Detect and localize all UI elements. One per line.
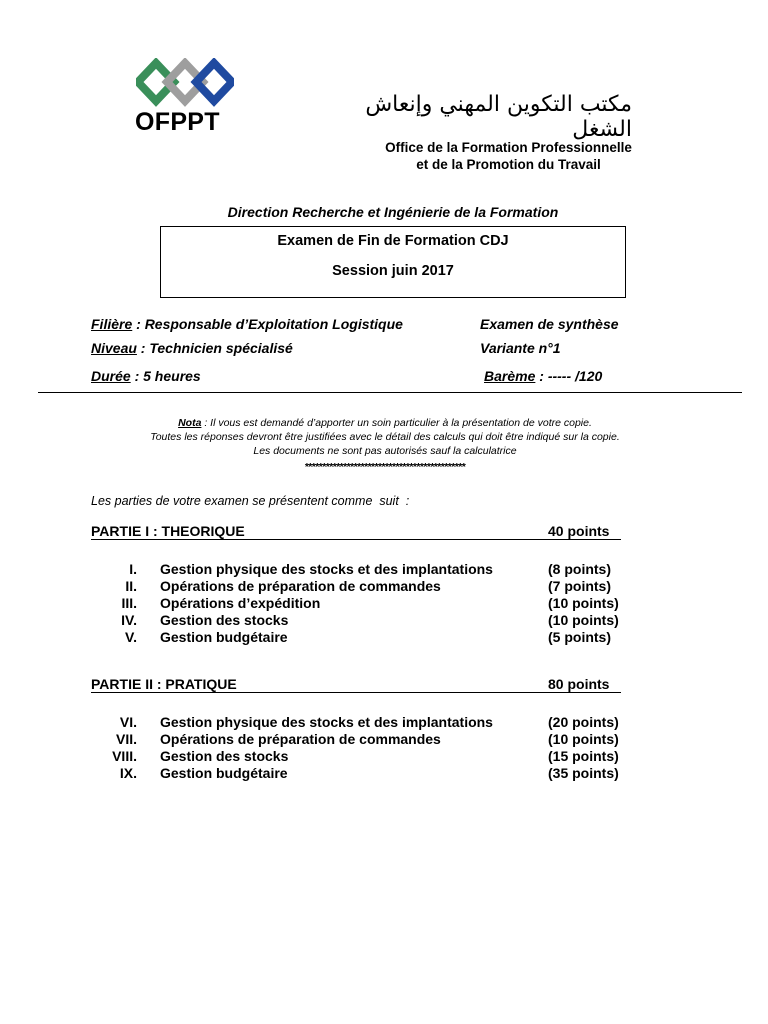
list-item: [0, 561, 768, 578]
list-item: [0, 731, 768, 748]
item-points: (10 points): [548, 612, 619, 628]
item-number: IX.: [119, 765, 137, 781]
item-number: I.: [129, 561, 137, 577]
item-points: (20 points): [548, 714, 619, 730]
variante: Variante n°1: [480, 340, 561, 356]
partie-1-header: [91, 523, 621, 540]
item-number: II.: [125, 578, 137, 594]
item-points: (10 points): [548, 731, 619, 747]
item-label: Opérations d’expédition: [160, 595, 321, 611]
nota-line-2: Toutes les réponses devront être justifiées avec le détail des calculs qui doit être indiqué sur la copie.: [150, 431, 620, 443]
partie-2-header: [91, 676, 621, 693]
niveau-label: Niveau: [91, 340, 137, 356]
item-points: (5 points): [548, 629, 611, 645]
exam-session: Session juin 2017: [332, 263, 454, 279]
item-points: (10 points): [548, 595, 619, 611]
item-number: IV.: [121, 612, 137, 628]
logo-text: OFPPT: [135, 108, 220, 136]
arabic-title: مكتب التكوين المهني وإنعاش الشغل: [365, 92, 632, 142]
item-label: Gestion budgétaire: [160, 629, 288, 645]
examen-type: Examen de synthèse: [480, 316, 619, 332]
office-name: [330, 139, 687, 173]
item-points: (8 points): [548, 561, 611, 577]
item-number: V.: [125, 629, 137, 645]
item-points: (15 points): [548, 748, 619, 764]
list-item: [0, 578, 768, 595]
list-item: [0, 629, 768, 646]
item-number: VII.: [115, 731, 137, 747]
partie-2-title: PARTIE II : PRATIQUE: [91, 676, 237, 692]
item-points: (35 points): [548, 765, 619, 781]
item-number: VIII.: [112, 748, 137, 764]
list-item: [0, 765, 768, 782]
partie-1-points: 40 points: [548, 523, 610, 539]
partie-2-points: 80 points: [548, 676, 610, 692]
item-label: Gestion physique des stocks et des implantations: [160, 714, 493, 730]
item-label: Opérations de préparation de commandes: [160, 731, 441, 747]
divider: [38, 392, 742, 393]
niveau-value: : Technicien spécialisé: [136, 340, 293, 356]
office-line-2: et de la Promotion du Travail: [416, 157, 601, 172]
list-item: [0, 748, 768, 765]
duree-value: : 5 heures: [130, 368, 201, 384]
list-item: [0, 714, 768, 731]
nota-line-3: Les documents ne sont pas autorisés sauf la calculatrice: [253, 445, 517, 457]
nota-label: Nota: [178, 417, 202, 429]
item-label: Opérations de préparation de commandes: [160, 578, 441, 594]
filiere-line: [91, 316, 403, 332]
duree-line: [91, 368, 201, 384]
duree-label: Durée: [91, 368, 131, 384]
office-line-1: Office de la Formation Professionnelle: [385, 140, 632, 155]
item-points: (7 points): [548, 578, 611, 594]
ofppt-logo-icon: [136, 58, 234, 108]
item-label: Gestion des stocks: [160, 748, 289, 764]
item-number: III.: [121, 595, 137, 611]
list-item: [0, 595, 768, 612]
item-label: Gestion budgétaire: [160, 765, 288, 781]
filiere-value: : Responsable d’Exploitation Logistique: [132, 316, 403, 332]
intro-text: Les parties de votre examen se présentent comme suit :: [91, 494, 410, 508]
stars-separator: **********************************************: [304, 461, 466, 473]
partie-1-title: PARTIE I : THEORIQUE: [91, 523, 245, 539]
filiere-label: Filière: [91, 316, 133, 332]
nota-text-1: : Il vous est demandé d’apporter un soin particulier à la présentation de votre copie.: [201, 417, 592, 429]
bareme-line: [484, 368, 602, 384]
item-label: Gestion des stocks: [160, 612, 289, 628]
exam-title: Examen de Fin de Formation CDJ: [277, 233, 509, 249]
bareme-label: Barème: [484, 368, 536, 384]
item-label: Gestion physique des stocks et des implantations: [160, 561, 493, 577]
item-number: VI.: [119, 714, 137, 730]
nota-line-1: [60, 417, 710, 429]
list-item: [0, 612, 768, 629]
bareme-value: : ----- /120: [535, 368, 603, 384]
niveau-line: [91, 340, 293, 356]
direction-heading: Direction Recherche et Ingénierie de la Formation: [227, 204, 559, 220]
